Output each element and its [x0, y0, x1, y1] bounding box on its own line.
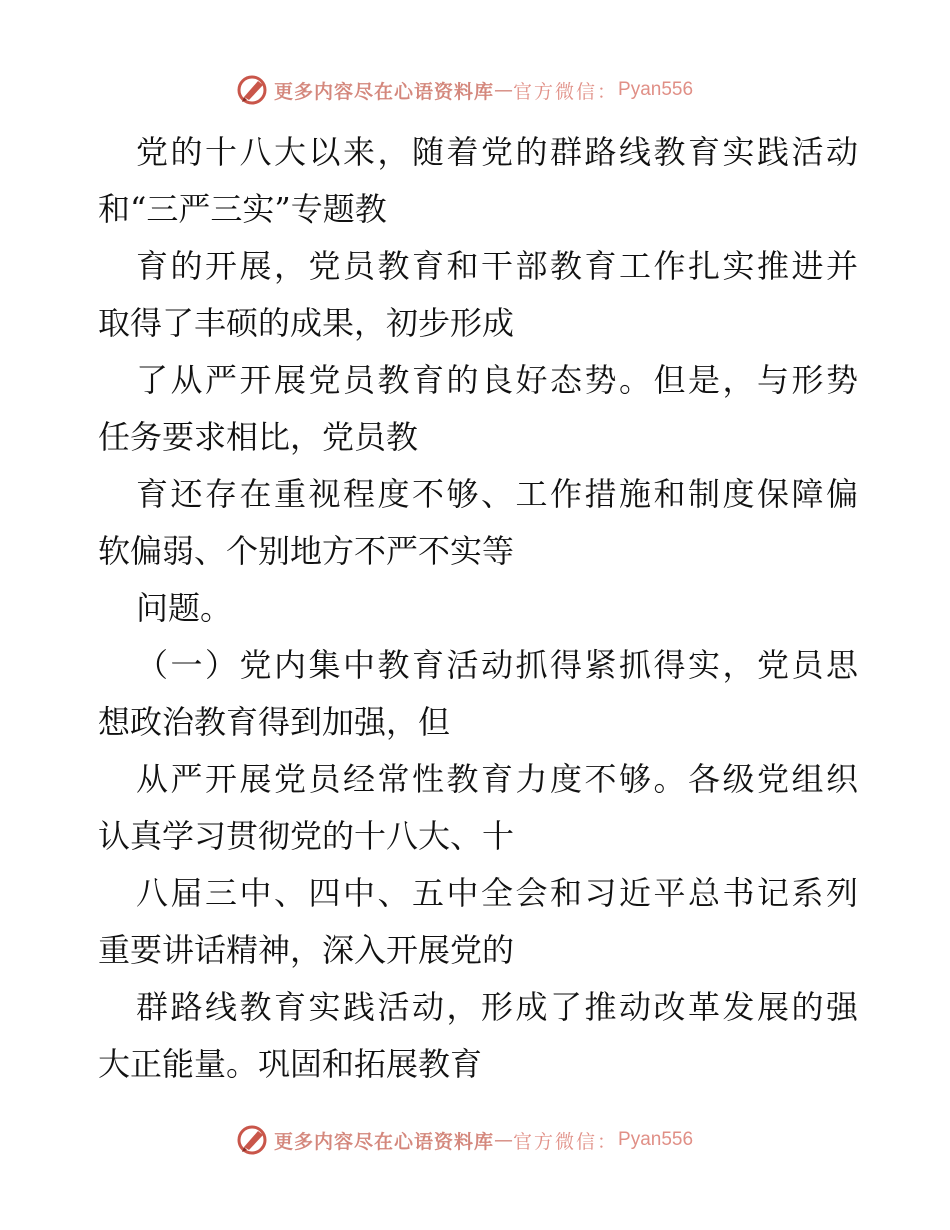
body-text: [98, 124, 858, 1093]
pen-logo-icon: [236, 1123, 270, 1157]
text-line: 从严开展党员经常性教育力度不够。各级党组织: [136, 760, 858, 798]
text-line: 了从严开展党员教育的良好态势。但是，与形势: [136, 361, 858, 399]
text-line: 软偏弱、个别地方不严不实等: [98, 532, 515, 570]
text-line: 任务要求相比，党员教: [98, 418, 419, 456]
footer-watermark: [236, 1120, 693, 1160]
watermark-site-text: 更多内容尽在心语资料库: [274, 80, 495, 103]
watermark-wechat-id: Pyan556: [618, 1129, 694, 1150]
text-line: 想政治教育得到加强，但: [98, 703, 451, 741]
header-watermark: [236, 70, 693, 110]
watermark-official-label: 官方微信：: [513, 80, 619, 103]
text-line: 和“三严三实”专题教: [98, 190, 387, 228]
text-line: 问题。: [136, 589, 233, 627]
text-line: 党的十八大以来，随着党的群路线教育实践活动: [136, 133, 858, 171]
text-line: 大正能量。巩固和拓展教育: [98, 1045, 483, 1083]
text-line: 八届三中、四中、五中全会和习近平总书记系列: [136, 874, 858, 912]
watermark-dash: —: [494, 79, 514, 101]
text-line: 重要讲话精神，深入开展党的: [98, 931, 515, 969]
watermark-dash: —: [494, 1129, 514, 1151]
text-line: （一）党内集中教育活动抓得紧抓得实，党员思: [136, 646, 858, 684]
text-line: 认真学习贯彻党的十八大、十: [98, 817, 515, 855]
watermark-site-text: 更多内容尽在心语资料库: [274, 1130, 495, 1153]
pen-logo-icon: [236, 73, 270, 107]
text-line: 育的开展，党员教育和干部教育工作扎实推进并: [136, 247, 858, 285]
watermark-official-label: 官方微信：: [513, 1130, 619, 1153]
watermark-wechat-id: Pyan556: [618, 79, 694, 100]
text-line: 育还存在重视程度不够、工作措施和制度保障偏: [136, 475, 858, 513]
text-line: 取得了丰硕的成果，初步形成: [98, 304, 515, 342]
text-line: 群路线教育实践活动，形成了推动改革发展的强: [136, 988, 858, 1026]
